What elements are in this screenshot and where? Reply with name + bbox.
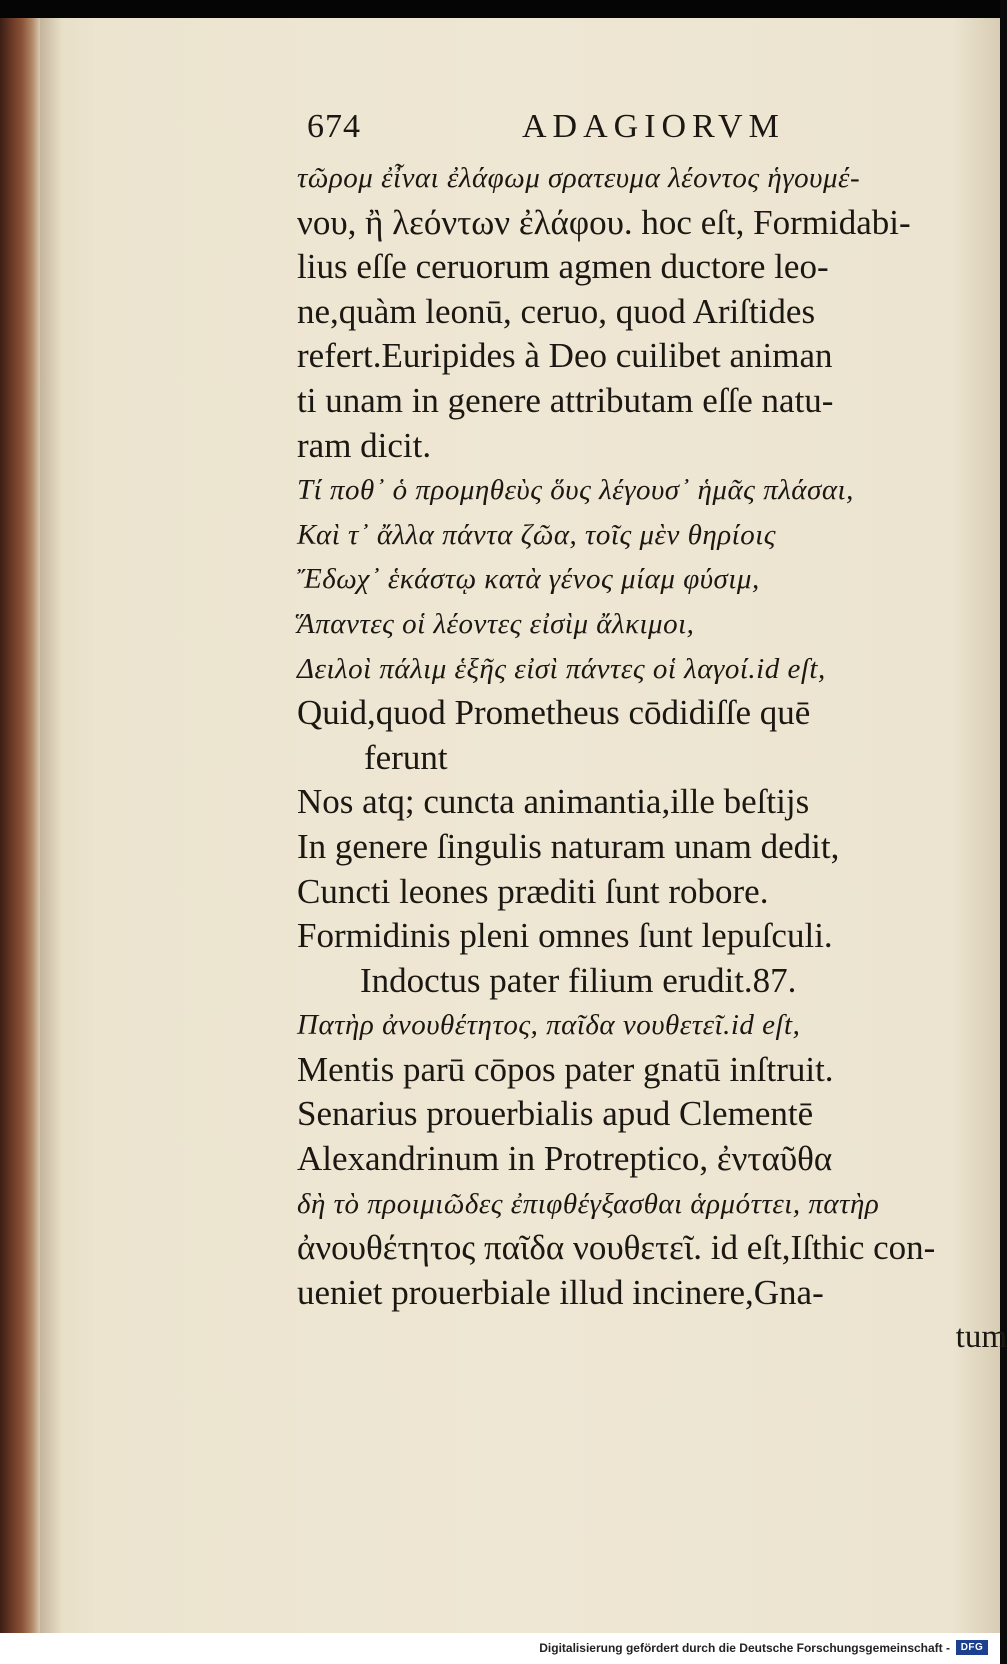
latin-verse-line: In genere ſingulis naturam unam dedit, bbox=[297, 826, 840, 866]
running-title: ADAGIORVM bbox=[522, 108, 785, 145]
greek-verse-line: Ἅπαντες οἱ λέοντες εἰσὶμ ἄλκιμοι, bbox=[297, 607, 695, 640]
text-line: νου, ἢ λεόντων ἐλάφου. hoc eſt, Formidabi- bbox=[297, 202, 911, 242]
running-header bbox=[267, 108, 1007, 156]
page-text-block bbox=[267, 108, 1007, 1360]
page-number: 674 bbox=[307, 108, 361, 145]
text-line: Senarius prouerbialis apud Clementē bbox=[297, 1094, 814, 1134]
latin-verse-line: Cuncti leones præditi ſunt robore. bbox=[297, 871, 769, 911]
text-line: refert.Euripides à Deo cuilibet animan bbox=[297, 336, 833, 376]
text-line: ne,quàm leonū, ceruo, quod Ariſtides bbox=[297, 291, 816, 331]
scan-border-top bbox=[0, 0, 1000, 18]
text-line: ti unam in genere attributam eſſe natu- bbox=[297, 380, 834, 420]
text-line: lius eſſe ceruorum agmen ductore leo- bbox=[297, 247, 829, 287]
book-spine-edge bbox=[0, 18, 40, 1633]
greek-verse-line: Καὶ τ᾽ ἄλλα πάντα ζῶα, τοῖς μὲν θηρίοις bbox=[297, 518, 777, 551]
latin-verse-line: Formidinis pleni omnes ſunt lepuſculi. bbox=[297, 916, 833, 956]
greek-verse-line: Ἔδωχ᾽ ἑκάστῳ κατὰ γένος μίαμ φύσιμ, bbox=[297, 563, 760, 596]
text-line: ueniet prouerbiale illud incinere,Gna- bbox=[297, 1272, 824, 1312]
latin-verse-line: Quid,quod Prometheus cōdidiſſe quē bbox=[297, 693, 811, 733]
text-line: τῶρομ ἐἶναι ἐλάφωμ σρατευμα λέοντος ἡγουμέ- bbox=[297, 162, 861, 194]
text-line: δὴ τὸ προιμιῶδες ἐπιφθέγξασθαι ἁρμόττει, πατὴρ bbox=[297, 1187, 880, 1220]
dfg-logo: DFG bbox=[956, 1640, 988, 1655]
text-line: ἀνουθέτητος παῖδα νουθετεῖ. id eſt,Iſthic con- bbox=[297, 1228, 936, 1268]
digitization-footer bbox=[0, 1633, 1000, 1664]
funding-credit: Digitalisierung gefördert durch die Deutsche Forschungsgemeinschaft - bbox=[539, 1641, 950, 1655]
greek-verse-line: Τί ποθ᾽ ὁ προμηθεὺς ὅυς λέγουσ᾽ ἡμᾶς πλάσαι, bbox=[297, 474, 854, 507]
text-line: Πατὴρ ἀνουθέτητος, παῖδα νουθετεῖ.id eſt, bbox=[297, 1009, 801, 1042]
greek-verse-line: Δειλοὶ πάλιμ ἑξῆς εἰσὶ πάντες οἱ λαγοί.id eſt, bbox=[297, 652, 826, 685]
latin-verse-line: Nos atq; cuncta animantia,ille beſtijs bbox=[297, 782, 810, 822]
catchword: tum bbox=[955, 1319, 1007, 1356]
latin-verse-line: ferunt bbox=[364, 737, 448, 777]
text-line: ram dicit. bbox=[297, 425, 432, 465]
adage-heading: Indoctus pater filium erudit.87. bbox=[360, 960, 797, 1000]
text-line: Alexandrinum in Protreptico, ἐνταῦθα bbox=[297, 1139, 833, 1179]
text-line: Mentis parū cōpos pater gnatū inſtruit. bbox=[297, 1049, 834, 1089]
book-page bbox=[40, 18, 1007, 1633]
